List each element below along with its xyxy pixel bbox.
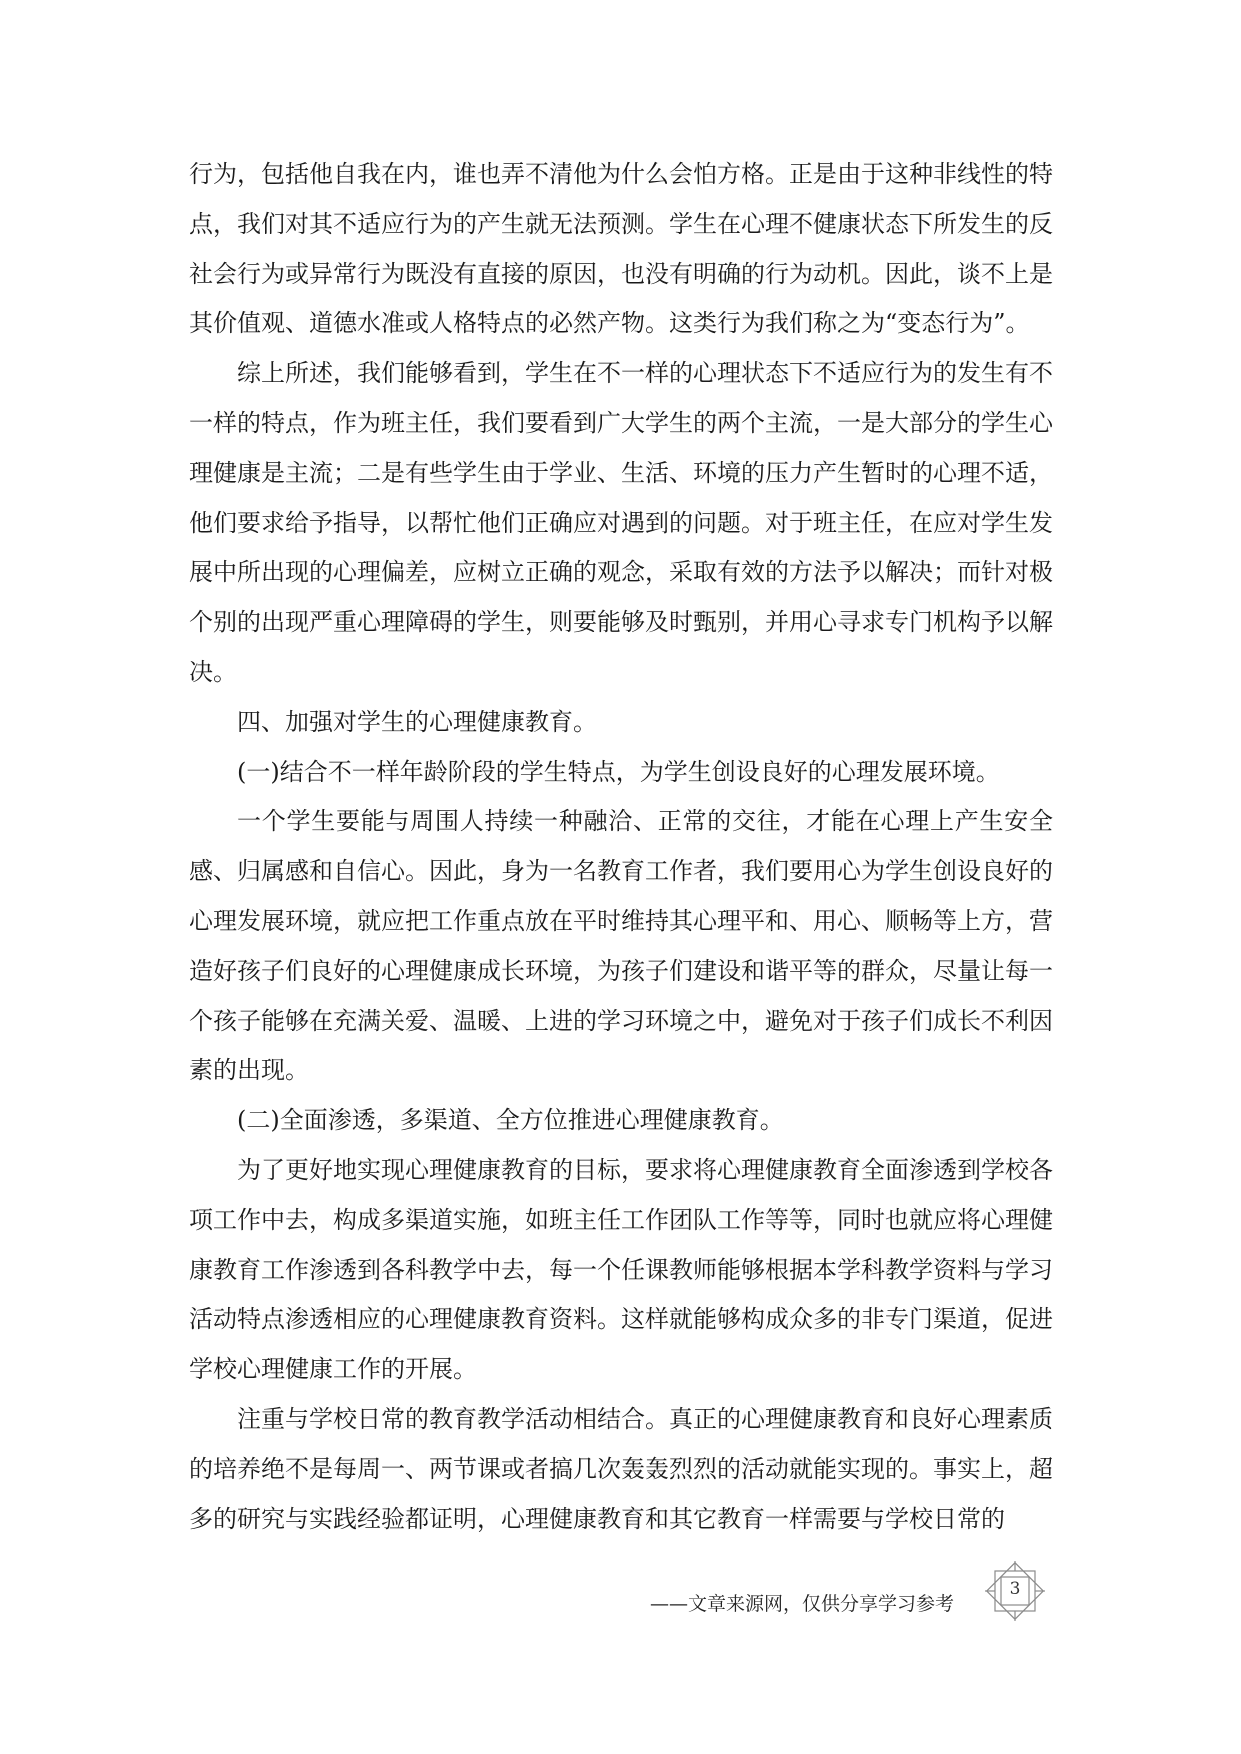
page-number-badge <box>982 1558 1048 1624</box>
paragraph: 为了更好地实现心理健康教育的目标，要求将心理健康教育全面渗透到学校各项工作中去，构成多渠道实施，如班主任工作团队工作等等，同时也就应将心理健康教育工作渗透到各科教学中去，每一个任课教师能够根据本学科教学资料与学习活动特点渗透相应的心理健康教育资料。这样就能够构成众多的非专门渠道，促进学校心理健康工作的开展。 <box>189 1155 1053 1384</box>
section-heading: 四、加强对学生的心理健康教育。 <box>237 707 597 736</box>
page-number: 3 <box>1009 1579 1021 1599</box>
paragraph: 注重与学校日常的教育教学活动相结合。真正的心理健康教育和良好心理素质的培养绝不是每周一、两节课或者搞几次轰轰烈烈的活动就能实现的。事实上，超多的研究与实践经验都证明，心理健康教育和其它教育一样需要与学校日常的 <box>189 1404 1053 1533</box>
paragraph: 一个学生要能与周围人持续一种融洽、正常的交往，才能在心理上产生安全感、归属感和自信心。因此，身为一名教育工作者，我们要用心为学生创设良好的心理发展环境，就应把工作重点放在平时维持其心理平和、用心、顺畅等上方，营造好孩子们良好的心理健康成长环境，为孩子们建设和谐平等的群众，尽量让每一个孩子能够在充满关爱、温暖、上进的学习环境之中，避免对于孩子们成长不利因素的出现。 <box>189 807 1053 1085</box>
subsection-heading: (一)结合不一样年龄阶段的学生特点，为学生创设良好的心理发展环境。 <box>237 757 1000 786</box>
subsection-heading: (二)全面渗透，多渠道、全方位推进心理健康教育。 <box>237 1106 784 1135</box>
footer-note: ——文章来源网，仅供分享学习参考 <box>650 1593 955 1615</box>
body-text <box>189 150 1053 1544</box>
paragraph: 行为，包括他自我在内，谁也弄不清他为什么会怕方格。正是由于这种非线性的特点，我们对其不适应行为的产生就无法预测。学生在心理不健康状态下所发生的反社会行为或异常行为既没有直接的原因，也没有明确的行为动机。因此，谈不上是其价值观、道德水准或人格特点的必然产物。这类行为我们称之为“变态行为”。 <box>189 160 1053 338</box>
paragraph: 综上所述，我们能够看到，学生在不一样的心理状态下不适应行为的发生有不一样的特点，作为班主任，我们要看到广大学生的两个主流，一是大部分的学生心理健康是主流；二是有些学生由于学业、生活、环境的压力产生暂时的心理不适，他们要求给予指导，以帮忙他们正确应对遇到的问题。对于班主任，在应对学生发展中所出现的心理偏差，应树立正确的观念，采取有效的方法予以解决；而针对极个别的出现严重心理障碍的学生，则要能够及时甄别，并用心寻求专门机构予以解决。 <box>189 359 1053 686</box>
